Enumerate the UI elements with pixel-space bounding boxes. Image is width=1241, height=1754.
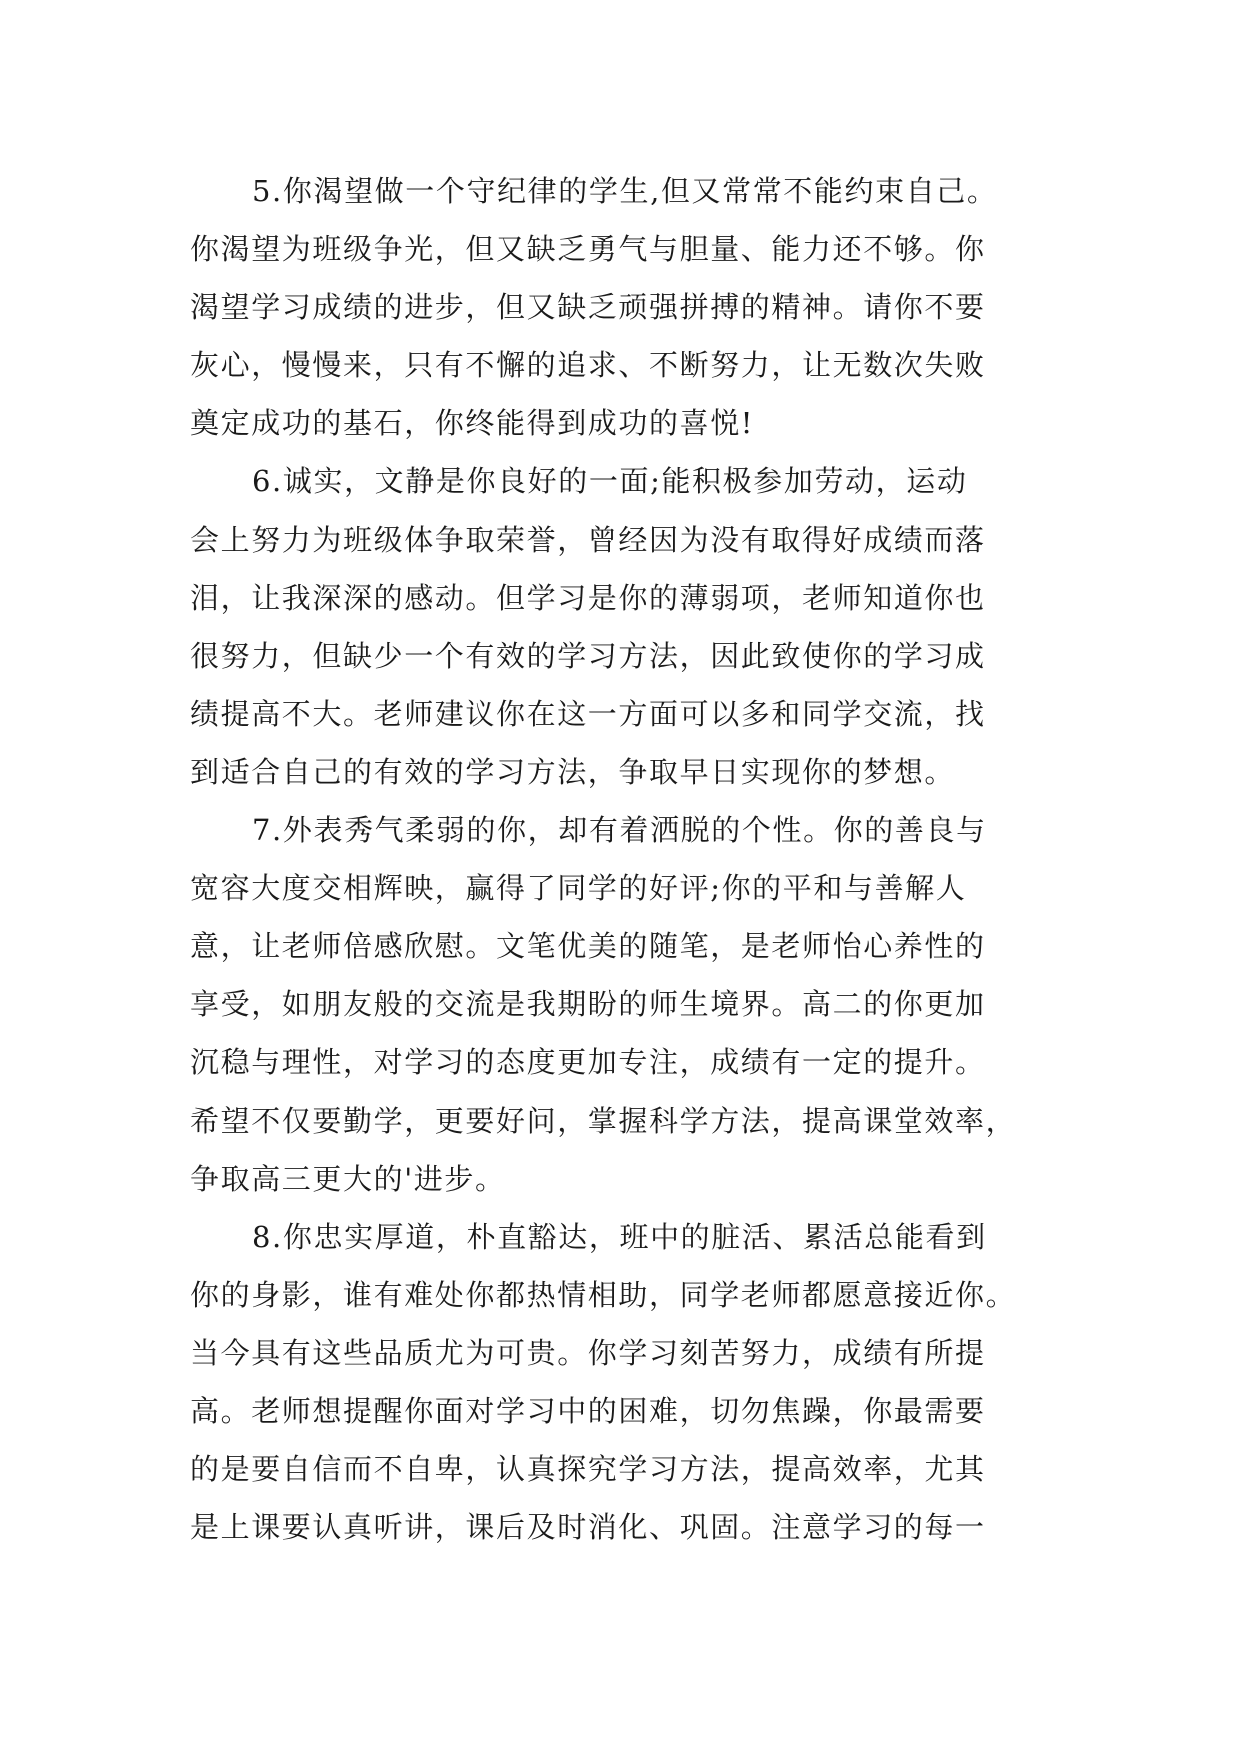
paragraph-6 [190,452,1070,801]
text-line: 争取高三更大的'进步。 [190,1161,506,1196]
text-line: 宽容大度交相辉映，赢得了同学的好评;你的平和与善解人 [190,871,967,906]
text-line: 你的身影，谁有难处你都热情相助，同学老师都愿意接近你。 [190,1277,1017,1312]
text-line: 享受，如朋友般的交流是我期盼的师生境界。高二的你更加 [190,987,986,1022]
text-line: 奠定成功的基石，你终能得到成功的喜悦! [190,406,755,441]
paragraph-7 [190,801,1070,1208]
text-line: 高。老师想提醒你面对学习中的困难，切勿焦躁，你最需要 [190,1393,986,1428]
text-line: 7.外表秀气柔弱的你，却有着洒脱的个性。你的善良与 [252,813,987,848]
text-line: 你渴望为班级争光，但又缺乏勇气与胆量、能力还不够。你 [190,232,986,267]
text-line: 很努力，但缺少一个有效的学习方法，因此致使你的学习成 [190,638,986,673]
text-line: 当今具有这些品质尤为可贵。你学习刻苦努力，成绩有所提 [190,1335,986,1370]
paragraph-8 [190,1208,1070,1557]
text-line: 灰心，慢慢来，只有不懈的追求、不断努力，让无数次失败 [190,348,986,383]
text-line: 泪，让我深深的感动。但学习是你的薄弱项，老师知道你也 [190,580,986,615]
text-line: 绩提高不大。老师建议你在这一方面可以多和同学交流，找 [190,696,986,731]
paragraph-5 [190,162,1070,452]
text-line: 8.你忠实厚道，朴直豁达，班中的脏活、累活总能看到 [252,1219,987,1254]
text-line: 沉稳与理性，对学习的态度更加专注，成绩有一定的提升。 [190,1045,986,1080]
text-line: 6.诚实，文静是你良好的一面;能积极参加劳动，运动 [252,464,968,499]
text-line: 是上课要认真听讲，课后及时消化、巩固。注意学习的每一 [190,1510,986,1545]
text-line: 渴望学习成绩的进步，但又缺乏顽强拼搏的精神。请你不要 [190,290,986,325]
document-body [190,162,1070,1556]
text-line: 意，让老师倍感欣慰。文笔优美的随笔，是老师怡心养性的 [190,929,986,964]
text-line: 希望不仅要勤学，更要好问，掌握科学方法，提高课堂效率， [190,1103,1017,1138]
text-line: 5.你渴望做一个守纪律的学生,但又常常不能约束自己。 [252,174,998,208]
text-line: 的是要自信而不自卑，认真探究学习方法，提高效率，尤其 [190,1452,986,1487]
text-line: 到适合自己的有效的学习方法，争取早日实现你的梦想。 [190,754,956,789]
text-line: 会上努力为班级体争取荣誉，曾经因为没有取得好成绩而落 [190,522,986,557]
